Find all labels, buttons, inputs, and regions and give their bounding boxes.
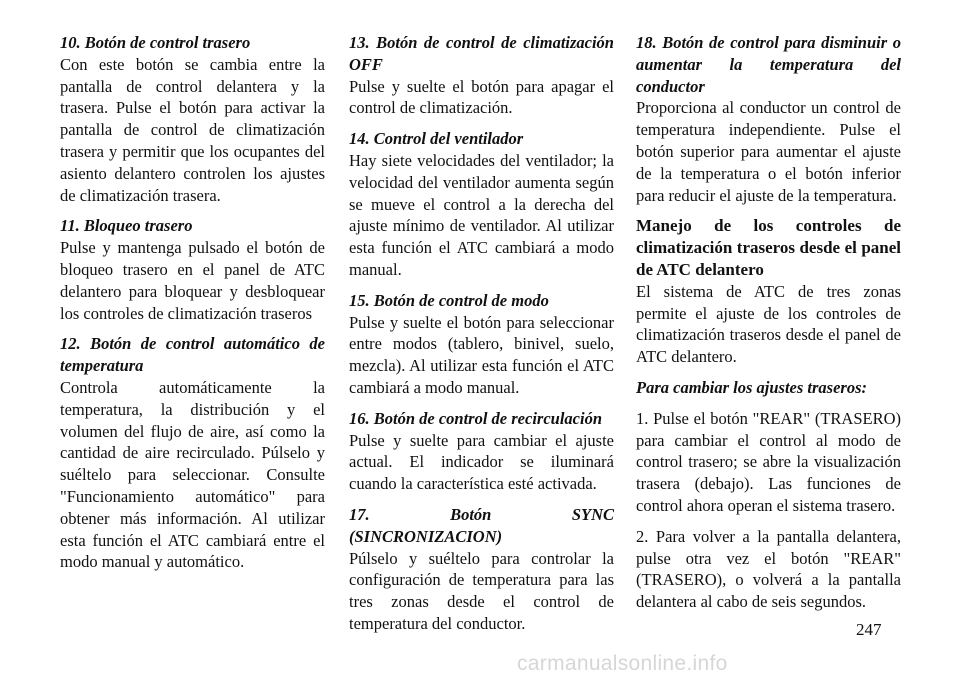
section-18-text: Proporciona al conductor un control de temperatura independiente. Pulse el botón superior para aumentar el ajuste de la temperatura o el botón inferior para reducir el ajuste de la temperatura. [636, 98, 901, 205]
section-manejo [636, 215, 901, 368]
section-17 [349, 504, 614, 635]
step-1: 1. Pulse el botón "REAR" (TRASERO) para cambiar el control al modo de control trasero; se abre la visualización trasera (debajo). Las funciones de control ahora operan el sistema trasero. [636, 408, 901, 515]
section-15 [349, 290, 614, 399]
section-12-text: Controla automáticamente la temperatura, la distribución y el volumen del flujo de aire, así como la cantidad de aire recirculado. Púlselo y suéltelo para seleccionar. Consulte "Funcionamiento automático" para obtener más información. Al utilizar esta función el ATC cambiará entre el modo manual y automático. [60, 377, 325, 572]
watermark: carmanualsonline.info [517, 652, 728, 675]
section-11-heading: 11. Bloqueo trasero [60, 216, 193, 236]
section-12-heading: 12. Botón de control automático de temperatura [60, 334, 325, 376]
section-10-heading: 10. Botón de control trasero [60, 33, 251, 52]
section-18 [636, 32, 901, 206]
section-16-text: Pulse y suelte para cambiar el ajuste actual. El indicador se iluminará cuando la característica esté activada. [349, 430, 614, 494]
section-12 [60, 333, 325, 573]
section-16-heading: 16. Botón de control de recirculación [349, 408, 602, 428]
manejo-heading: Manejo de los controles de climatización traseros desde el panel de ATC delantero [636, 216, 901, 279]
section-13 [349, 32, 614, 119]
section-16 [349, 408, 614, 495]
section-14-heading: 14. Control del ventilador [349, 129, 524, 149]
section-18-heading: 18. Botón de control para disminuir o aumentar la temperatura del conductor [636, 33, 901, 96]
column-right [636, 32, 901, 622]
column-left [60, 32, 325, 582]
section-17-text: Púlselo y suéltelo para controlar la configuración de temperatura para las tres zonas desde el control de temperatura del conductor. [349, 548, 614, 633]
column-middle [349, 32, 614, 644]
sub-heading: Para cambiar los ajustes traseros: [636, 377, 868, 397]
step-2: 2. Para volver a la pantalla delantera, pulse otra vez el botón "REAR" (TRASERO), o volverá a la pantalla delantera al cabo de seis segundos. [636, 526, 901, 612]
section-10 [60, 32, 325, 206]
section-10-text: Con este botón se cambia entre la pantalla de control delantera y la trasera. Pulse el botón para activar la pantalla de control de climatización trasera y permitir que los ocupantes del asiento delantero controlen los ajustes de climatización trasera. [60, 54, 325, 205]
section-14 [349, 128, 614, 281]
manejo-text: El sistema de ATC de tres zonas permite el ajuste de los controles de climatización traseros desde el panel de ATC delantero. [636, 281, 901, 367]
page-number: 247 [856, 620, 882, 639]
section-11 [60, 215, 325, 324]
section-14-text: Hay siete velocidades del ventilador; la velocidad del ventilador aumenta según se mueve el control a la derecha del ajuste mínimo de ventilador. Al utilizar esta función el ATC cambiará a modo manual. [349, 150, 614, 279]
section-15-text: Pulse y suelte el botón para seleccionar entre modos (tablero, binivel, suelo, mezcla). Al utilizar esta función el ATC cambiará a modo manual. [349, 312, 614, 397]
section-11-text: Pulse y mantenga pulsado el botón de bloqueo trasero en el panel de ATC delantero para bloquear y desbloquear los controles de climatización traseros [60, 238, 325, 323]
section-13-heading: 13. Botón de control de climatización OFF [349, 33, 614, 74]
section-13-text: Pulse y suelte el botón para apagar el control de climatización. [349, 76, 614, 118]
section-15-heading: 15. Botón de control de modo [349, 290, 549, 310]
section-17-heading: 17. Botón SYNC (SINCRONIZACION) [349, 504, 614, 546]
